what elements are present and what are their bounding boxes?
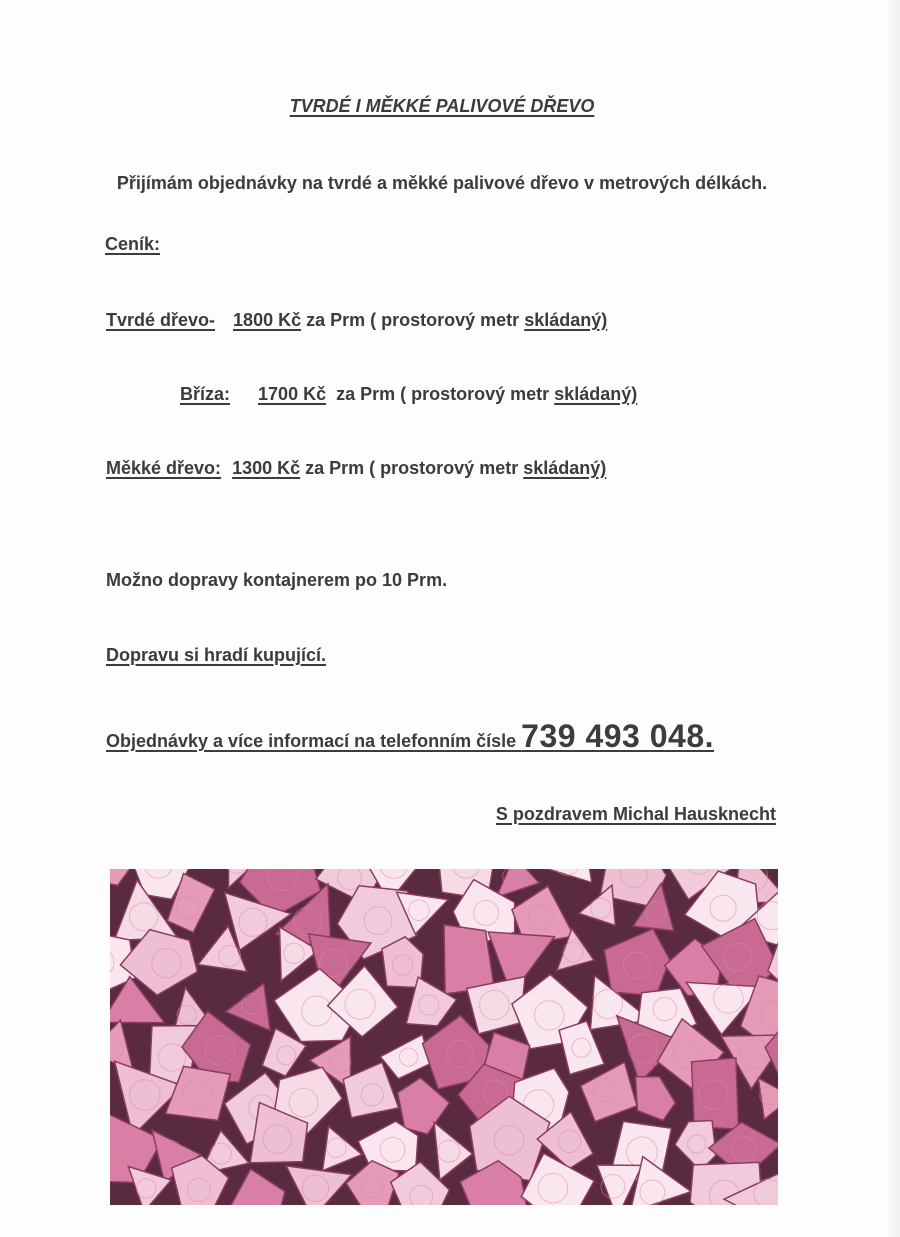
price-unit: za Prm ( prostorový metr xyxy=(305,458,524,478)
price-value: 1300 Kč xyxy=(232,458,301,478)
document-title: TVRDÉ I MĚKKÉ PALIVOVÉ DŘEVO xyxy=(289,96,595,116)
price-unit-suffix: skládaný) xyxy=(554,384,638,404)
delivery-payer: Dopravu si hradí kupující. xyxy=(106,645,327,665)
price-value: 1700 Kč xyxy=(258,384,327,404)
price-label: Bříza: xyxy=(180,384,231,404)
price-value: 1800 Kč xyxy=(233,310,302,330)
firewood-photo xyxy=(110,869,778,1205)
intro-text: Přijímám objednávky na tvrdé a měkké palivové dřevo v metrových délkách. xyxy=(116,173,768,193)
price-unit: za Prm ( prostorový metr xyxy=(336,384,555,404)
price-label: Měkké dřevo: xyxy=(106,458,222,478)
delivery-option: Možno dopravy kontajnerem po 10 Prm. xyxy=(106,570,448,590)
price-row-softwood xyxy=(106,458,606,479)
price-unit: za Prm ( prostorový metr xyxy=(306,310,525,330)
price-heading: Ceník: xyxy=(105,234,161,254)
scan-edge xyxy=(886,0,900,1237)
contact-text: Objednávky a více informací na telefonním čísle xyxy=(106,731,522,751)
firewood-pile-image xyxy=(110,869,778,1205)
price-unit-suffix: skládaný) xyxy=(524,310,608,330)
phone-number: 739 493 048. xyxy=(521,718,714,754)
signature: S pozdravem Michal Hausknecht xyxy=(495,804,776,824)
price-row-birch xyxy=(180,384,637,405)
price-row-hardwood xyxy=(106,310,607,331)
price-unit-suffix: skládaný) xyxy=(523,458,607,478)
price-label: Tvrdé dřevo- xyxy=(106,310,216,330)
contact-line xyxy=(106,718,714,755)
